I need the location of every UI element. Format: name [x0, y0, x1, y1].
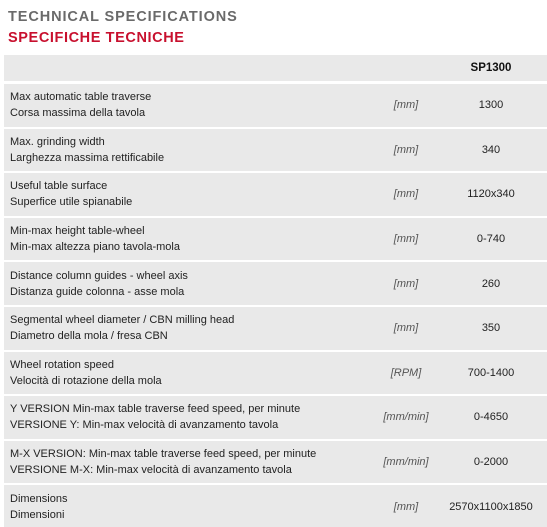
- title-english: TECHNICAL SPECIFICATIONS: [8, 9, 238, 25]
- row-value: 1120x340: [467, 188, 515, 201]
- label-italian: Diametro della mola / fresa CBN: [10, 330, 168, 343]
- table-row: [4, 127, 547, 172]
- row-unit: [RPM]: [390, 366, 422, 379]
- table-row: [4, 483, 547, 527]
- row-value: 1300: [478, 99, 504, 112]
- row-unit: [mm]: [393, 233, 419, 246]
- table-row: [4, 260, 547, 305]
- table-row: [4, 350, 547, 395]
- label-english: Wheel rotation speed: [10, 358, 114, 371]
- row-unit: [mm]: [393, 99, 419, 112]
- row-value: 350: [481, 322, 501, 335]
- row-value: 2570x1100x1850: [449, 500, 533, 513]
- spec-table: [4, 55, 547, 527]
- row-label: [10, 312, 234, 344]
- label-italian: VERSIONE Y: Min-max velocità di avanzamento tavola: [10, 419, 279, 432]
- label-italian: Velocità di rotazione della mola: [10, 374, 162, 387]
- row-unit: [mm]: [393, 143, 419, 156]
- label-english: M-X VERSION: Min-max table traverse feed speed, per minute: [10, 448, 317, 461]
- table-row: [4, 171, 547, 216]
- row-label: [10, 134, 164, 166]
- row-value: 0-740: [476, 233, 506, 246]
- row-value: 260: [481, 277, 501, 290]
- label-english: Dimensions: [10, 492, 68, 505]
- title-block: [8, 9, 238, 47]
- row-label: [10, 178, 132, 210]
- row-unit: [mm]: [393, 500, 419, 513]
- table-row: [4, 394, 547, 439]
- row-label: [10, 446, 316, 478]
- label-english: Min-max height table-wheel: [10, 225, 145, 238]
- label-italian: Corsa massima della tavola: [10, 107, 146, 120]
- label-italian: Dimensioni: [10, 508, 65, 521]
- table-row: [4, 305, 547, 350]
- row-unit: [mm]: [393, 188, 419, 201]
- row-value: 700-1400: [467, 366, 515, 379]
- table-row: [4, 82, 547, 127]
- table-row: [4, 439, 547, 484]
- label-english: Max. grinding width: [10, 135, 105, 148]
- label-italian: Superfice utile spianabile: [10, 196, 133, 209]
- model-column-header: SP1300: [470, 62, 512, 74]
- label-italian: VERSIONE M-X: Min-max velocità di avanzamento tavola: [10, 464, 292, 477]
- row-value: 0-2000: [473, 456, 509, 469]
- table-header-row: [4, 55, 547, 82]
- label-english: Max automatic table traverse: [10, 91, 152, 104]
- label-english: Segmental wheel diameter / CBN milling head: [10, 314, 235, 327]
- row-label: [10, 357, 162, 389]
- row-unit: [mm]: [393, 322, 419, 335]
- row-label: [10, 401, 300, 433]
- label-english: Useful table surface: [10, 180, 108, 193]
- row-unit: [mm/min]: [383, 411, 429, 424]
- row-label: [10, 268, 188, 300]
- row-label: [10, 223, 180, 255]
- row-unit: [mm]: [393, 277, 419, 290]
- row-label: [10, 491, 67, 523]
- label-italian: Distanza guide colonna - asse mola: [10, 285, 185, 298]
- label-english: Distance column guides - wheel axis: [10, 269, 188, 282]
- label-italian: Min-max altezza piano tavola-mola: [10, 241, 180, 254]
- row-value: 340: [481, 143, 501, 156]
- label-english: Y VERSION Min-max table traverse feed speed, per minute: [10, 403, 301, 416]
- label-italian: Larghezza massima rettificabile: [10, 151, 165, 164]
- row-value: 0-4650: [473, 411, 509, 424]
- row-unit: [mm/min]: [383, 456, 429, 469]
- row-label: [10, 89, 151, 121]
- title-italian: SPECIFICHE TECNICHE: [8, 30, 185, 46]
- table-row: [4, 216, 547, 261]
